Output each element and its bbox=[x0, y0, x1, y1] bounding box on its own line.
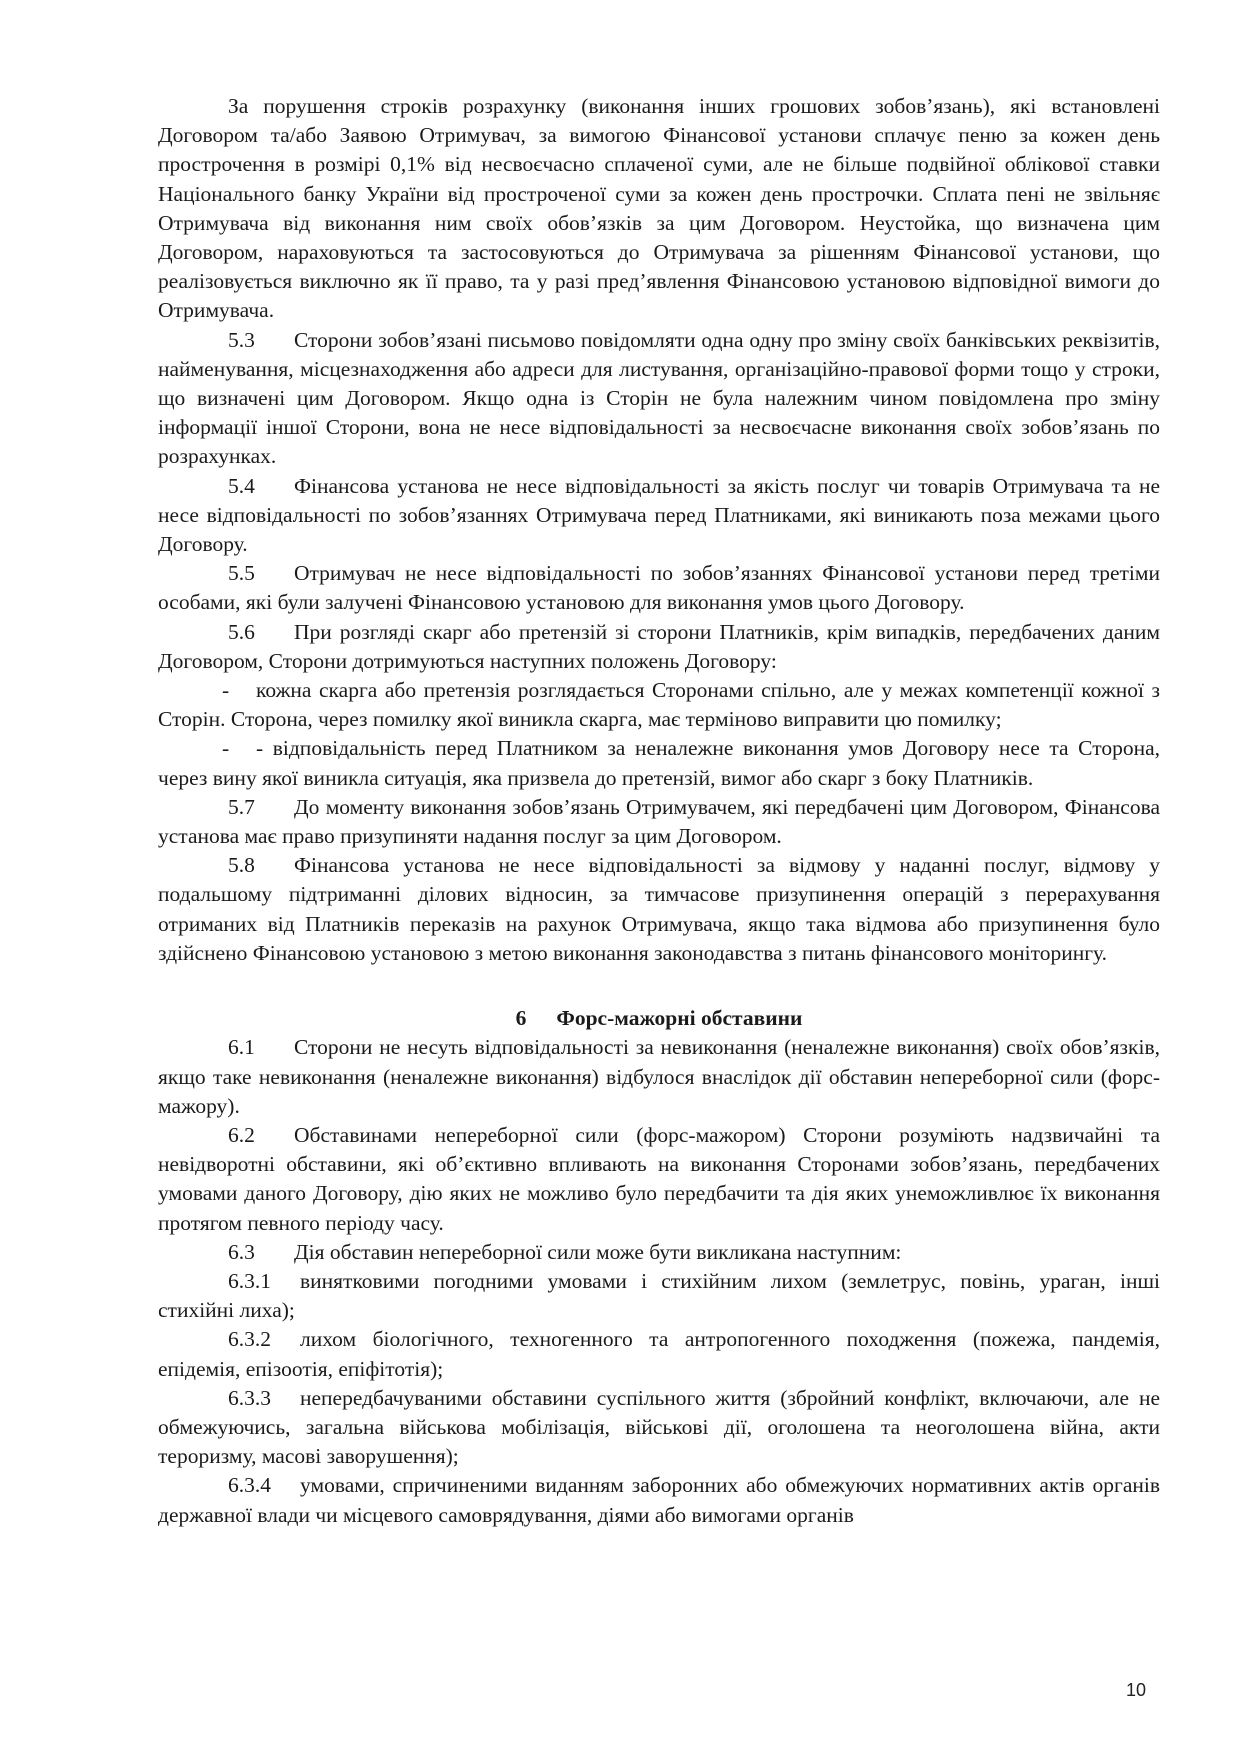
clause-number: 6.3.4 bbox=[228, 1473, 271, 1498]
clause-5-4 bbox=[158, 472, 1160, 560]
clause-text: умовами, спричиненими виданням заборонних або обмежуючих нормативних актів органів державної влади чи місцевого самоврядування, діями або вимогами органів bbox=[158, 1473, 1160, 1527]
clause-number: 5.5 bbox=[228, 561, 255, 586]
clause-6-2 bbox=[158, 1121, 1160, 1238]
clause-text: непередбачуваними обставини суспільного життя (збройний конфлікт, включаючи, але не обмежуючись, загальна військова мобілізація, військові дії, оголошена та неоголошена війна, акти тероризму, масові заворушення); bbox=[158, 1385, 1160, 1469]
clause-5-6 bbox=[158, 618, 1160, 676]
clause-number: 6.1 bbox=[228, 1035, 255, 1060]
clause-number: 6.3.1 bbox=[228, 1268, 271, 1293]
section-heading bbox=[158, 1004, 1160, 1033]
clause-number: 6.3.3 bbox=[228, 1385, 271, 1410]
clause-text: лихом біологічного, техногенного та антропогенного походження (пожежа, пандемія, епідемія, епізоотія, епіфітотія); bbox=[158, 1327, 1160, 1381]
clause-5-3 bbox=[158, 326, 1160, 472]
clause-text: Обставинами непереборної сили (форс-мажором) Сторони розуміють надзвичайні та невідворотні обставини, які об’єктивно впливають на виконання Сторонами зобов’язань, передбачених умовами даного Договору, дію яких не можливо було передбачити та дія яких унеможливлює їх виконання протягом певного періоду часу. bbox=[158, 1122, 1160, 1235]
dash-marker: - bbox=[222, 678, 230, 703]
clause-text: Дія обставин непереборної сили може бути викликана наступним: bbox=[294, 1239, 902, 1264]
dash-marker: - bbox=[222, 736, 230, 761]
dash-item bbox=[158, 734, 1160, 792]
clause-6-3-4 bbox=[158, 1471, 1160, 1529]
dash-item bbox=[158, 676, 1160, 734]
clause-number: 6.2 bbox=[228, 1122, 255, 1147]
dash-item-text: - відповідальність перед Платником за неналежне виконання умов Договору несе та Сторона, через вину якої виникла ситуація, яка призвела до претензій, вимог або скарг з боку Платників. bbox=[158, 736, 1160, 790]
clause-text: Отримувач не несе відповідальності по зобов’язаннях Фінансової установи перед третіми особами, які були залучені Фінансовою установою для виконання умов цього Договору. bbox=[158, 561, 1160, 615]
dash-item-text: кожна скарга або претензія розглядається Сторонами спільно, але у межах компетенції кожної з Сторін. Сторона, через помилку якої виникла скарга, має терміново виправити цю помилку; bbox=[158, 678, 1160, 732]
section-number: 6 bbox=[515, 1006, 527, 1031]
clause-text: До моменту виконання зобов’язань Отримувачем, які передбачені цим Договором, Фінансова установа має право призупиняти надання послуг за цим Договором. bbox=[158, 794, 1160, 849]
clause-text: Сторони зобов’язані письмово повідомляти одна одну про зміну своїх банківських реквізитів, найменування, місцезнаходження або адреси для листування, організаційно-правової форми тощо у строки, що визначені цим Договором. Якщо одна із Сторін не була належним чином повідомлена про зміну інформації іншої Сторони, вона не несе відповідальності за несвоєчасне виконання своїх зобов’язань по розрахунках. bbox=[158, 327, 1160, 469]
clause-number: 5.7 bbox=[228, 794, 255, 819]
clause-6-1 bbox=[158, 1033, 1160, 1121]
clause-number: 5.3 bbox=[228, 327, 255, 352]
clause-text: Сторони не несуть відповідальності за невиконання (неналежне виконання) своїх обов’язків, якщо таке невиконання (неналежне виконання) відбулося внаслідок дії обставин непереборної сили (форс-мажору). bbox=[158, 1035, 1160, 1118]
clause-number: 5.8 bbox=[228, 853, 255, 878]
clause-6-3-3 bbox=[158, 1384, 1160, 1472]
clause-6-3-1 bbox=[158, 1267, 1160, 1325]
clause-text: Фінансова установа не несе відповідальності за якість послуг чи товарів Отримувача та не несе відповідальності по зобов’язаннях Отримувача перед Платниками, які виникають поза межами цього Договору. bbox=[158, 473, 1160, 557]
clause-text: винятковими погодними умовами і стихійним лихом (землетрус, повінь, ураган, інші стихійні лиха); bbox=[158, 1268, 1160, 1323]
clause-5-5 bbox=[158, 559, 1160, 617]
document-body bbox=[158, 92, 1160, 1530]
page-number: 10 bbox=[1126, 1680, 1147, 1700]
clause-6-3-2 bbox=[158, 1325, 1160, 1383]
section-title: Форс-мажорні обставини bbox=[556, 1006, 803, 1031]
clause-number: 5.4 bbox=[228, 473, 255, 498]
paragraph-penalty: За порушення строків розрахунку (виконання інших грошових зобов’язань), які встановлені Договором та/або Заявою Отримувач, за вимогою Фінансової установи сплачує пеню за кожен день прострочення в розмірі 0,1% від несвоєчасно сплаченої суми, але не більше подвійної облікової ставки Національного банку України від простроченої суми за кожен день прострочки. Сплата пені не звільняє Отримувача від виконання ним своїх обов’язків за цим Договором. Неустойка, що визначена цим Договором, нараховуються та застосовуються до Отримувача за рішенням Фінансової установи, що реалізовується виключно як її право, та у разі пред’явлення Фінансовою установою відповідної вимоги до Отримувача. bbox=[158, 94, 1160, 323]
clause-text: При розгляді скарг або претензій зі сторони Платників, крім випадків, передбачених даним Договором, Сторони дотримуються наступних положень Договору: bbox=[158, 619, 1160, 673]
clause-5-7 bbox=[158, 793, 1160, 851]
clause-number: 6.3.2 bbox=[228, 1327, 271, 1352]
clause-6-3 bbox=[158, 1238, 1160, 1267]
clause-number: 6.3 bbox=[228, 1239, 255, 1264]
clause-text: Фінансова установа не несе відповідальності за відмову у наданні послуг, відмову у подальшому підтриманні ділових відносин, за тимчасове призупинення операцій з перерахування отриманих від Платників переказів на рахунок Отримувача, якщо така відмова або призупинення було здійснено Фінансовою установою з метою виконання законодавства з питань фінансового моніторингу. bbox=[158, 853, 1160, 965]
clause-5-8 bbox=[158, 851, 1160, 968]
clause-number: 5.6 bbox=[228, 619, 255, 644]
